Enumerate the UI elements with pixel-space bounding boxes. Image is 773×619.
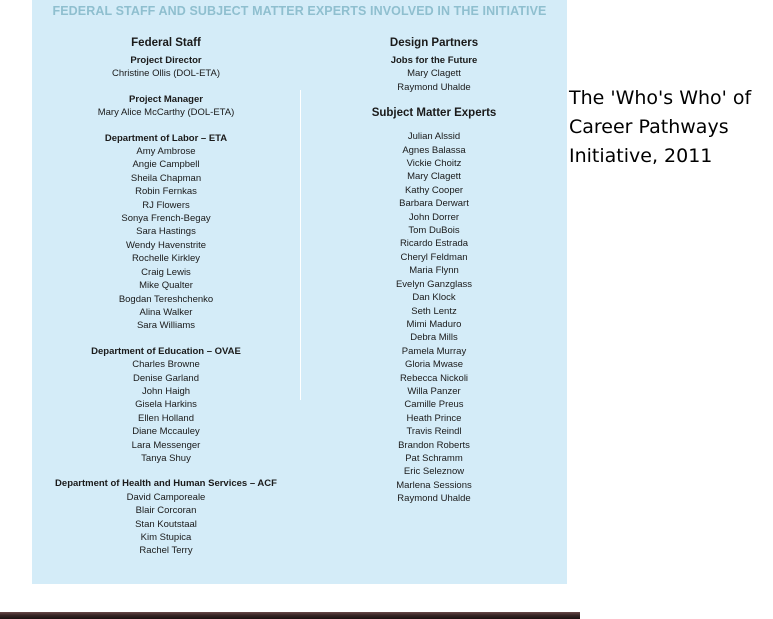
person-name: Agnes Balassa [402,144,466,156]
dol-eta-list [32,145,300,333]
person-name: Rochelle Kirkley [131,253,201,265]
hhs-acf-title: Department of Health and Human Services – ACF [55,478,277,490]
person-name: Brandon Roberts [398,439,470,451]
person-name: Wendy Havenstrite [125,239,207,251]
project-manager-list [32,106,300,119]
person-name: Mary Alice McCarthy (DOL-ETA) [97,107,235,119]
subject-matter-experts-heading: Subject Matter Experts [371,107,497,120]
person-name: Amy Ambrose [136,146,196,158]
person-name: Craig Lewis [141,266,191,278]
federal-staff-heading: Federal Staff [131,37,201,49]
project-director-list [32,67,300,80]
person-name: Lara Messenger [131,439,201,451]
person-name: Diane Mccauley [132,426,200,438]
person-name: Sonya French-Begay [121,213,211,225]
person-name: Sheila Chapman [130,172,202,184]
person-name: Gloria Mwase [404,359,464,371]
person-name: Bogdan Tereshchenko [118,293,214,305]
person-name: Eric Seleznow [403,466,465,478]
person-name: Sara Hastings [136,226,196,238]
person-name: Rachel Terry [139,545,193,557]
doe-ovae-list [32,358,300,465]
person-name: Ellen Holland [138,412,194,424]
caption-line: Career Pathways [569,116,729,138]
project-director-title: Project Director [130,55,202,66]
person-name: Denise Garland [132,372,199,384]
person-name: Barbara Derwart [399,198,469,210]
person-name: Heath Prince [406,412,462,424]
bottom-edge-bar [0,612,580,619]
person-name: Debra Mills [410,332,458,344]
person-name: David Camporeale [126,491,206,503]
person-name: Robin Fernkas [135,186,197,198]
hhs-acf-list [32,491,300,558]
person-name: Angie Campbell [132,159,200,171]
person-name: Maria Flynn [409,265,459,277]
person-name: Willa Panzer [407,385,461,397]
person-name: Julian Alssid [407,131,461,143]
person-name: Vickie Choitz [406,158,462,170]
person-name: Rebecca Nickoli [399,372,469,384]
person-name: Marlena Sessions [396,479,472,491]
person-name: Pamela Murray [401,345,467,357]
person-name: Mary Clagett [407,68,461,80]
person-name: John Haigh [141,385,191,397]
person-name: Mike Qualter [139,280,193,292]
design-partners-heading: Design Partners [389,37,479,49]
person-name: RJ Flowers [142,199,190,211]
person-name: Blair Corcoran [135,505,197,517]
person-name: Dan Klock [412,292,456,304]
person-name: Raymond Uhalde [397,493,471,505]
person-name: Kathy Cooper [404,184,464,196]
person-name: Travis Reindl [406,426,462,438]
person-name: John Dorrer [408,211,460,223]
person-name: Evelyn Ganzglass [395,278,473,290]
person-name: Kim Stupica [140,532,192,543]
caption-line: Initiative, 2011 [569,145,713,167]
person-name: Stan Koutstaal [135,518,197,530]
person-name: Raymond Uhalde [397,81,471,93]
person-name: Camille Preus [404,399,464,411]
person-name: Tom DuBois [408,225,460,237]
person-name: Seth Lentz [411,305,457,317]
caption-line: The 'Who's Who' of [569,87,752,109]
caption [569,84,773,171]
person-name: Ricardo Estrada [399,238,469,250]
doe-ovae-title: Department of Education – OVAE [91,345,241,357]
design-partners-column [300,36,568,506]
subject-matter-experts-list [300,130,568,505]
document-panel [32,0,567,584]
jobs-for-the-future-list [300,67,568,94]
person-name: Cheryl Feldman [400,251,468,263]
person-name: Pat Schramm [405,452,463,464]
person-name: Gisela Harkins [135,399,197,411]
person-name: Mimi Maduro [406,318,462,330]
person-name: Alina Walker [139,306,193,318]
dol-eta-title: Department of Labor – ETA [104,132,228,144]
person-name: Charles Browne [132,359,200,371]
federal-staff-column [32,36,300,558]
person-name: Christine Ollis (DOL-ETA) [111,68,221,80]
person-name: Tanya Shuy [141,452,191,464]
person-name: Sara Williams [136,320,196,332]
person-name: Mary Clagett [407,171,461,183]
project-manager-title: Project Manager [129,93,203,105]
jobs-for-the-future-title: Jobs for the Future [390,55,478,66]
banner-title: FEDERAL STAFF AND SUBJECT MATTER EXPERTS INVOLVED IN THE INITIATIVE [52,4,547,18]
